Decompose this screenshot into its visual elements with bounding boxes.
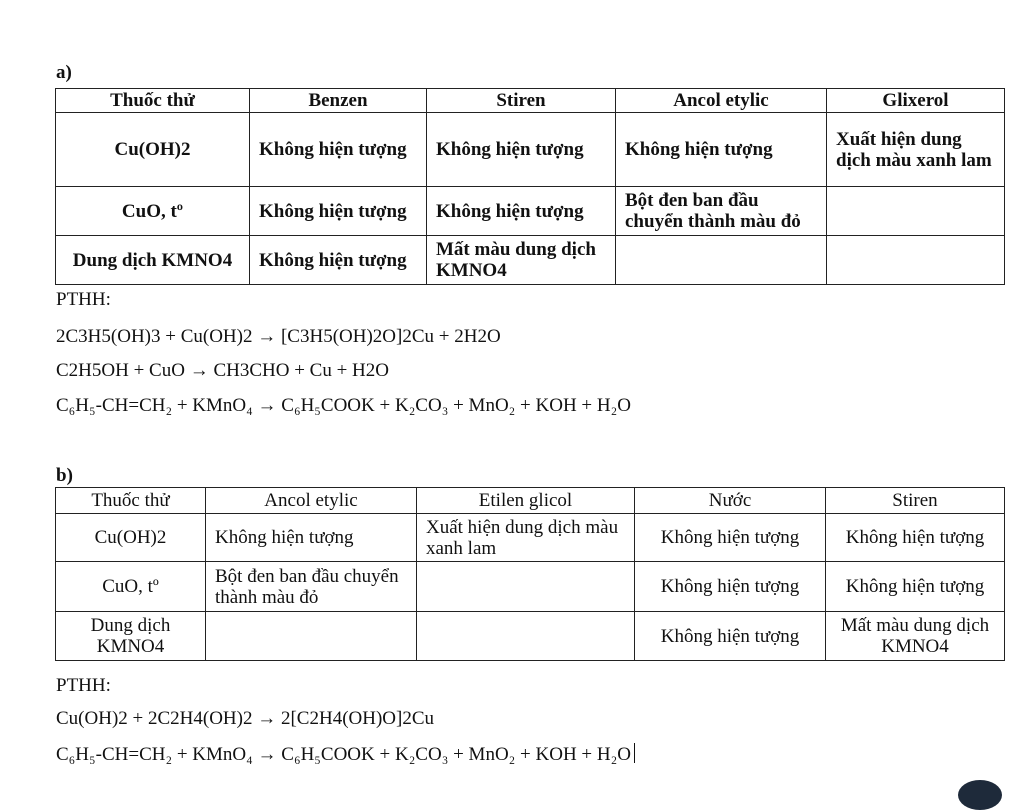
header-cell: Ancol etylic xyxy=(206,488,417,514)
result-cell: Không hiện tượng xyxy=(250,113,427,187)
header-cell: Etilen glicol xyxy=(417,488,635,514)
result-cell xyxy=(206,612,417,661)
reagent-cell: Dung dịch KMNO4 xyxy=(56,236,250,285)
equation: C₆H₅-CH=CH₂ + KMnO₄ → C₆H₅COOK + K₂CO₃ + MnO₂ + KOH + H₂O xyxy=(56,395,631,416)
equation: 2C3H5(OH)3 + Cu(OH)2 → [C3H5(OH)2O]2Cu + 2H2O xyxy=(56,326,501,347)
result-cell xyxy=(827,187,1005,236)
result-cell: Không hiện tượng xyxy=(250,187,427,236)
header-cell: Thuốc thử xyxy=(56,89,250,113)
result-cell: Không hiện tượng xyxy=(826,562,1005,612)
text-cursor xyxy=(634,743,635,763)
result-cell: Không hiện tượng xyxy=(427,113,616,187)
result-cell: Mất màu dung dịch KMNO4 xyxy=(826,612,1005,661)
header-cell: Glixerol xyxy=(827,89,1005,113)
result-cell: Không hiện tượng xyxy=(635,562,826,612)
header-cell: Stiren xyxy=(826,488,1005,514)
table-row xyxy=(56,562,1005,612)
result-cell xyxy=(616,236,827,285)
header-cell: Stiren xyxy=(427,89,616,113)
reagent-cell: Cu(OH)2 xyxy=(56,113,250,187)
pthh-label: PTHH: xyxy=(56,289,111,310)
table-row xyxy=(56,187,1005,236)
result-cell: Bột đen ban đầu chuyển thành màu đỏ xyxy=(206,562,417,612)
result-cell: Không hiện tượng xyxy=(616,113,827,187)
equation: C2H5OH + CuO → CH3CHO + Cu + H2O xyxy=(56,360,390,381)
result-cell xyxy=(417,562,635,612)
result-cell: Không hiện tượng xyxy=(826,514,1005,562)
section-b-label: b) xyxy=(56,465,73,486)
table-row xyxy=(56,113,1005,187)
result-cell xyxy=(827,236,1005,285)
result-cell xyxy=(417,612,635,661)
result-cell: Không hiện tượng xyxy=(635,514,826,562)
reagent-cell: CuO, tº xyxy=(56,562,206,612)
pthh-label: PTHH: xyxy=(56,675,111,696)
header-cell: Ancol etylic xyxy=(616,89,827,113)
result-cell: Mất màu dung dịch KMNO4 xyxy=(427,236,616,285)
reagent-cell: Cu(OH)2 xyxy=(56,514,206,562)
reagent-cell: CuO, tº xyxy=(56,187,250,236)
equation-with-cursor[interactable] xyxy=(56,743,635,766)
result-cell: Không hiện tượng xyxy=(427,187,616,236)
table-b-header-row xyxy=(56,488,1005,514)
header-cell: Nước xyxy=(635,488,826,514)
table-a xyxy=(55,88,1005,285)
equation: C₆H₅-CH=CH₂ + KMnO₄ → C₆H₅COOK + K₂CO₃ + MnO₂ + KOH + H₂O xyxy=(56,744,631,765)
table-row xyxy=(56,612,1005,661)
table-a-header-row xyxy=(56,89,1005,113)
result-cell: Bột đen ban đầu chuyển thành màu đỏ xyxy=(616,187,827,236)
result-cell: Không hiện tượng xyxy=(635,612,826,661)
table-row xyxy=(56,514,1005,562)
result-cell: Xuất hiện dung dịch màu xanh lam xyxy=(417,514,635,562)
equation: Cu(OH)2 + 2C2H4(OH)2 → 2[C2H4(OH)O]2Cu xyxy=(56,708,435,729)
table-b xyxy=(55,487,1005,661)
header-cell: Benzen xyxy=(250,89,427,113)
result-cell: Xuất hiện dung dịch màu xanh lam xyxy=(827,113,1005,187)
result-cell: Không hiện tượng xyxy=(250,236,427,285)
table-row xyxy=(56,236,1005,285)
reagent-cell: Dung dịch KMNO4 xyxy=(56,612,206,661)
result-cell: Không hiện tượng xyxy=(206,514,417,562)
header-cell: Thuốc thử xyxy=(56,488,206,514)
section-a-label: a) xyxy=(56,62,72,83)
